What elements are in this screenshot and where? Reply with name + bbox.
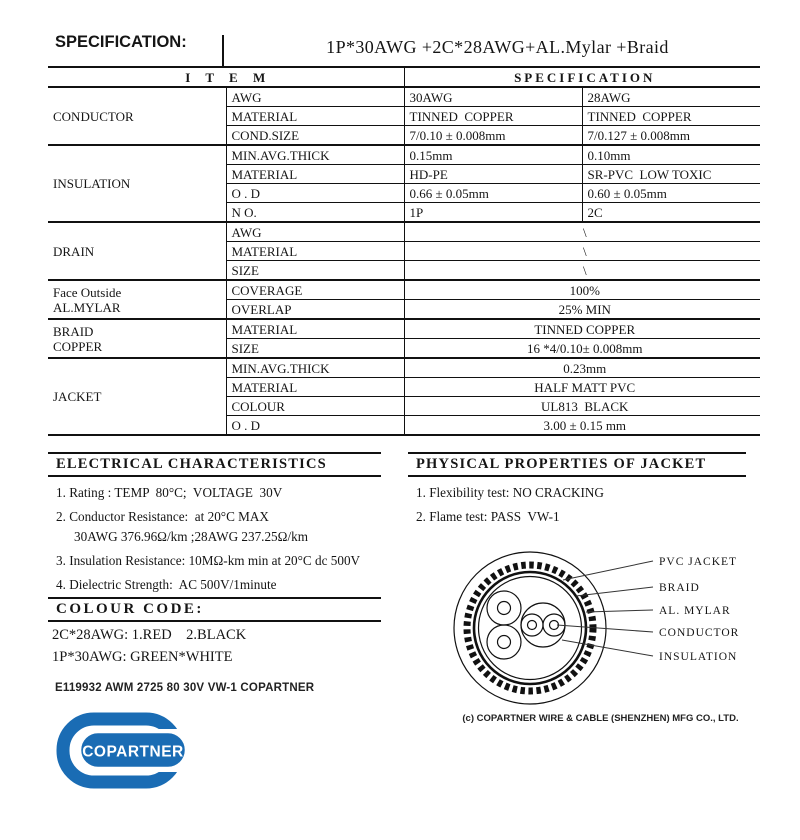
diagram-label: INSULATION — [659, 651, 738, 663]
value-cell: 0.10mm — [582, 145, 760, 165]
page-title: SPECIFICATION: — [55, 33, 187, 51]
header-divider — [222, 35, 224, 67]
value-cell: HD-PE — [404, 165, 582, 184]
value-cell: 25% MIN — [404, 300, 760, 320]
electrical-characteristics-section — [48, 452, 381, 593]
property-cell: MATERIAL — [226, 378, 404, 397]
value-cell: TINNED COPPER — [404, 107, 582, 126]
table-row — [48, 87, 760, 107]
list-item-sub: 30AWG 376.96Ω/km ;28AWG 237.25Ω/km — [74, 529, 308, 544]
property-cell: O . D — [226, 184, 404, 203]
group-label-cell — [48, 222, 226, 280]
value-cell: 0.60 ± 0.05mm — [582, 184, 760, 203]
value-cell: 2C — [582, 203, 760, 223]
value-cell: 16 *4/0.10± 0.008mm — [404, 339, 760, 359]
spec-table-body — [48, 67, 760, 435]
diagram-label: CONDUCTOR — [659, 627, 740, 639]
table-header-row — [48, 67, 760, 87]
property-cell: MIN.AVG.THICK — [226, 145, 404, 165]
property-cell: COVERAGE — [226, 280, 404, 300]
property-cell: MATERIAL — [226, 165, 404, 184]
section-title: COLOUR CODE: — [48, 597, 381, 622]
value-cell: \ — [404, 261, 760, 281]
value-cell: 28AWG — [582, 87, 760, 107]
insulated-wire-circle — [487, 591, 521, 625]
diagram-label: BRAID — [659, 582, 700, 594]
item-header-cell: I T E M — [48, 67, 404, 87]
group-label-line: DRAIN — [53, 243, 95, 259]
property-cell: AWG — [226, 222, 404, 242]
value-cell: TINNED COPPER — [582, 107, 760, 126]
al-mylar-circle — [474, 572, 586, 684]
diagram-label: PVC JACKET — [659, 556, 738, 568]
group-label-line: Face Outside — [53, 284, 122, 300]
section-title: ELECTRICAL CHARACTERISTICS — [48, 452, 381, 477]
group-label-line: CONDUCTOR — [53, 108, 134, 124]
table-row — [48, 280, 760, 300]
property-cell: OVERLAP — [226, 300, 404, 320]
copyright-line: (c) COPARTNER WIRE & CABLE (SHENZHEN) MFG CO., LTD. — [462, 713, 739, 724]
group-label-line: AL.MYLAR — [53, 299, 121, 315]
property-cell: COLOUR — [226, 397, 404, 416]
value-cell: UL813 BLACK — [404, 397, 760, 416]
pair-wire-circle — [521, 614, 543, 636]
value-cell: 3.00 ± 0.15 mm — [404, 416, 760, 436]
table-row — [48, 222, 760, 242]
leader-line-conductor — [557, 625, 653, 632]
approval-line: E119932 AWM 2725 80 30V VW-1 COPARTNER — [55, 682, 315, 694]
spec-header-cell: SPECIFICATION — [404, 67, 760, 87]
list-item: 2. Conductor Resistance: at 20°C MAX — [56, 509, 269, 524]
group-label-cell — [48, 145, 226, 222]
colour-code-line: 1P*30AWG: GREEN*WHITE — [52, 649, 233, 665]
property-cell: MATERIAL — [226, 319, 404, 339]
braid-ring — [467, 565, 593, 691]
group-label-cell — [48, 358, 226, 435]
group-label-line: JACKET — [53, 389, 102, 404]
list-item: 4. Dielectric Strength: AC 500V/1minute — [56, 577, 277, 592]
value-cell: 100% — [404, 280, 760, 300]
list-item: 3. Insulation Resistance: 10MΩ-km min at 20°C dc 500V — [56, 553, 361, 568]
property-cell: SIZE — [226, 339, 404, 359]
list-item: 2. Flame test: PASS VW-1 — [416, 509, 560, 524]
group-label-cell — [48, 87, 226, 145]
leader-line-braid — [576, 587, 653, 596]
group-label-line: BRAID — [53, 323, 94, 339]
diagram-label: AL. MYLAR — [659, 605, 731, 617]
value-cell: 7/0.127 ± 0.008mm — [582, 126, 760, 146]
property-cell: MIN.AVG.THICK — [226, 358, 404, 378]
group-label-cell — [48, 280, 226, 319]
conductor-core-circle — [498, 602, 511, 615]
property-cell: AWG — [226, 87, 404, 107]
insulated-wire-circle — [487, 625, 521, 659]
group-label-line: INSULATION — [53, 176, 131, 191]
value-cell: SR-PVC LOW TOXIC — [582, 165, 760, 184]
physical-properties-section — [408, 452, 746, 525]
colour-code-line: 2C*28AWG: 1.RED 2.BLACK — [52, 627, 247, 643]
table-row — [48, 358, 760, 378]
cable-cross-section-diagram — [443, 546, 761, 716]
value-cell: 1P — [404, 203, 582, 223]
table-row — [48, 145, 760, 165]
property-cell: COND.SIZE — [226, 126, 404, 146]
property-cell: MATERIAL — [226, 242, 404, 261]
list-item: 1. Flexibility test: NO CRACKING — [416, 485, 604, 500]
property-cell: SIZE — [226, 261, 404, 281]
group-label-line: COPPER — [53, 338, 103, 354]
conductor-core-circle — [498, 636, 511, 649]
property-cell: N O. — [226, 203, 404, 223]
colour-code-lines — [48, 627, 381, 666]
value-cell: TINNED COPPER — [404, 319, 760, 339]
conductor-core-circle — [528, 621, 537, 630]
table-row — [48, 319, 760, 339]
cable-spec-title: 1P*30AWG +2C*28AWG+AL.Mylar +Braid — [326, 37, 669, 57]
property-cell: MATERIAL — [226, 107, 404, 126]
physical-items — [408, 485, 746, 525]
colour-code-section — [48, 597, 381, 666]
value-cell: \ — [404, 242, 760, 261]
logo-text: COPARTNER — [82, 743, 184, 761]
value-cell: 0.66 ± 0.05mm — [404, 184, 582, 203]
electrical-items — [48, 485, 381, 593]
list-item: 1. Rating : TEMP 80°C; VOLTAGE 30V — [56, 485, 283, 500]
value-cell: HALF MATT PVC — [404, 378, 760, 397]
leader-line-pvc-jacket — [563, 561, 653, 580]
section-title: PHYSICAL PROPERTIES OF JACKET — [408, 452, 746, 477]
leader-line-al-mylar — [586, 610, 653, 612]
value-cell: 0.15mm — [404, 145, 582, 165]
value-cell: 30AWG — [404, 87, 582, 107]
value-cell: 7/0.10 ± 0.008mm — [404, 126, 582, 146]
copartner-logo — [56, 712, 198, 790]
value-cell: 0.23mm — [404, 358, 760, 378]
jacket-circle — [454, 552, 606, 704]
leader-line-insulation — [562, 640, 653, 656]
property-cell: O . D — [226, 416, 404, 436]
spec-table — [48, 66, 760, 436]
group-label-cell — [48, 319, 226, 358]
value-cell: \ — [404, 222, 760, 242]
